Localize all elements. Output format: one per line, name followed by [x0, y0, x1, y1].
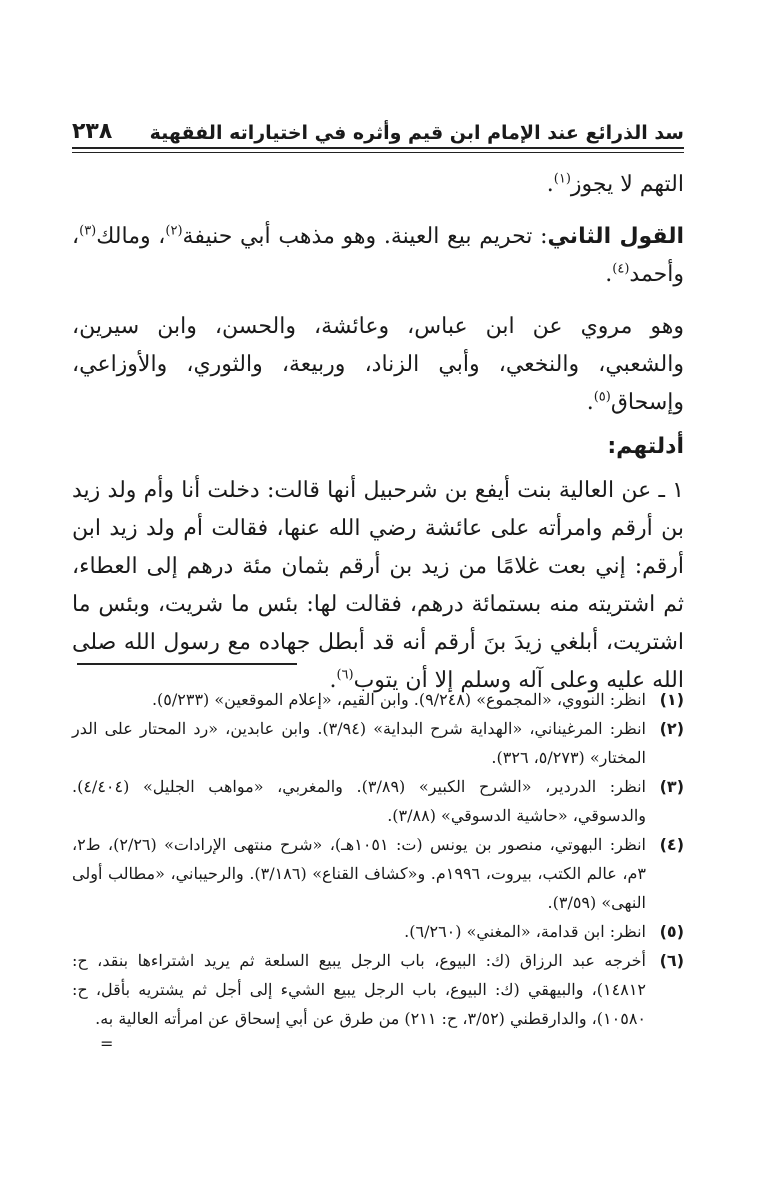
footnote-number: (٤) — [659, 835, 684, 854]
main-text — [72, 166, 684, 700]
footnote-3 — [72, 772, 684, 830]
second-view-label: القول الثاني — [547, 224, 684, 249]
footnote-text: انظر: ابن قدامة، «المغني» (٦/٢٦٠). — [404, 922, 646, 941]
footnote-2 — [72, 714, 684, 772]
footnote-ref[interactable]: (٥) — [593, 389, 611, 405]
paragraph-second-view: القول الثاني: تحريم بيع العينة. وهو مذهب أبي حنيفة$^{(٢)}$، ومالك$^{(٣)}$، وأحمد$^{(٤)}$. — [72, 223, 684, 287]
running-title: سد الذرائع عند الإمام ابن قيم وأثره في اختياراته الفقهية — [149, 122, 684, 144]
book-page — [72, 0, 684, 1195]
continuation-mark: = — [100, 1034, 114, 1053]
footnote-ref[interactable]: (٢) — [165, 223, 183, 239]
footnote-text: انظر: النووي، «المجموع» (٩/٢٤٨). وابن القيم، «إعلام الموقعين» (٥/٢٣٣). — [151, 690, 646, 709]
paragraph-continuation: التهم لا يجوز$^{(١)}$. — [546, 171, 684, 197]
footnote-ref[interactable]: (٣) — [79, 223, 97, 239]
footnote-ref[interactable]: (١) — [553, 171, 571, 187]
footnote-number: (٥) — [659, 922, 684, 941]
footnote-6 — [72, 946, 684, 1033]
footnote-separator — [77, 663, 297, 665]
paragraph-narrators: وهو مروي عن ابن عباس، وعائشة، والحسن، وابن سيرين، والشعبي، والنخعي، وأبي الزناد، وربيعة، والثوري، والأوزاعي، وإسحاق$^{(٥)}$. — [72, 314, 684, 415]
footnote-number: (٢) — [659, 719, 684, 738]
footnote-ref[interactable]: (٤) — [612, 261, 630, 277]
footnote-number: (٣) — [659, 777, 684, 796]
running-header — [72, 110, 684, 144]
header-rule-thick — [72, 147, 684, 149]
footnote-ref[interactable]: (٦) — [336, 667, 354, 683]
footnotes — [72, 685, 684, 1055]
footnote-text: انظر: المرغيناني، «الهداية شرح البداية» (٣/٩٤). وابن عابدين، «رد المحتار على الدر المختار» (٥/٢٧٣، ٣٢٦). — [72, 719, 647, 767]
evidence-heading: أدلتهم: — [607, 434, 684, 459]
footnote-1 — [72, 685, 684, 714]
footnote-text: انظر: الدردير، «الشرح الكبير» (٣/٨٩). والمغربي، «مواهب الجليل» (٤/٤٠٤). والدسوقي، «حاشية الدسوقي» (٣/٨٨). — [72, 777, 646, 825]
footnote-4 — [72, 830, 684, 917]
footnote-text: أخرجه عبد الرزاق (ك: البيوع، باب الرجل يبيع السلعة ثم يريد اشتراءها بنقد، ح: ١٤٨١٢)، والبيهقي (ك: البيوع، باب الرجل يبيع الشيء إلى أجل ثم يشتريه بأقل، ح: ١٠٥٨٠)، والدارقطني (٣/٥٢، ح: ٢١١) من طرق عن أبي إسحاق عن امرأته العالية به. — [72, 951, 646, 1028]
footnote-number: (١) — [659, 690, 684, 709]
footnote-text: انظر: البهوتي، منصور بن يونس (ت: ١٠٥١هـ)، «شرح منتهى الإرادات» (٢/٢٦)، ط٢، ٣م، عالم الكتب، بيروت، ١٩٩٦م. و«كشاف القناع» (٣/١٨٦). والرحيباني، «مطالب أولى النهى» (٣/٥٩). — [72, 835, 646, 912]
header-rule-thin — [72, 152, 684, 153]
footnote-number: (٦) — [659, 951, 684, 970]
paragraph-hadith: ١ ـ عن العالية بنت أيفع بن شرحبيل أنها قالت: دخلت أنا وأم ولد زيد بن أرقم وامرأته على عائشة رضي الله عنها، فقالت أم ولد زيد ابن أرقم: إني بعت غلامًا من زيد بن أرقم بثمان مئة درهم إلى العطاء، ثم اشتريته منه بستمائة درهم، فقالت لها: بئس ما شريت، وبئس ما اشتريت، أبلغي زيدَ بنَ أرقم أنه قد أبطل جهاده مع رسول الله صلى الله عليه وعلى آله وسلم إلا أن يتوب$^{(٦)}$. — [72, 478, 684, 693]
page-number: ٢٣٨ — [72, 119, 113, 144]
footnote-5 — [72, 917, 684, 946]
